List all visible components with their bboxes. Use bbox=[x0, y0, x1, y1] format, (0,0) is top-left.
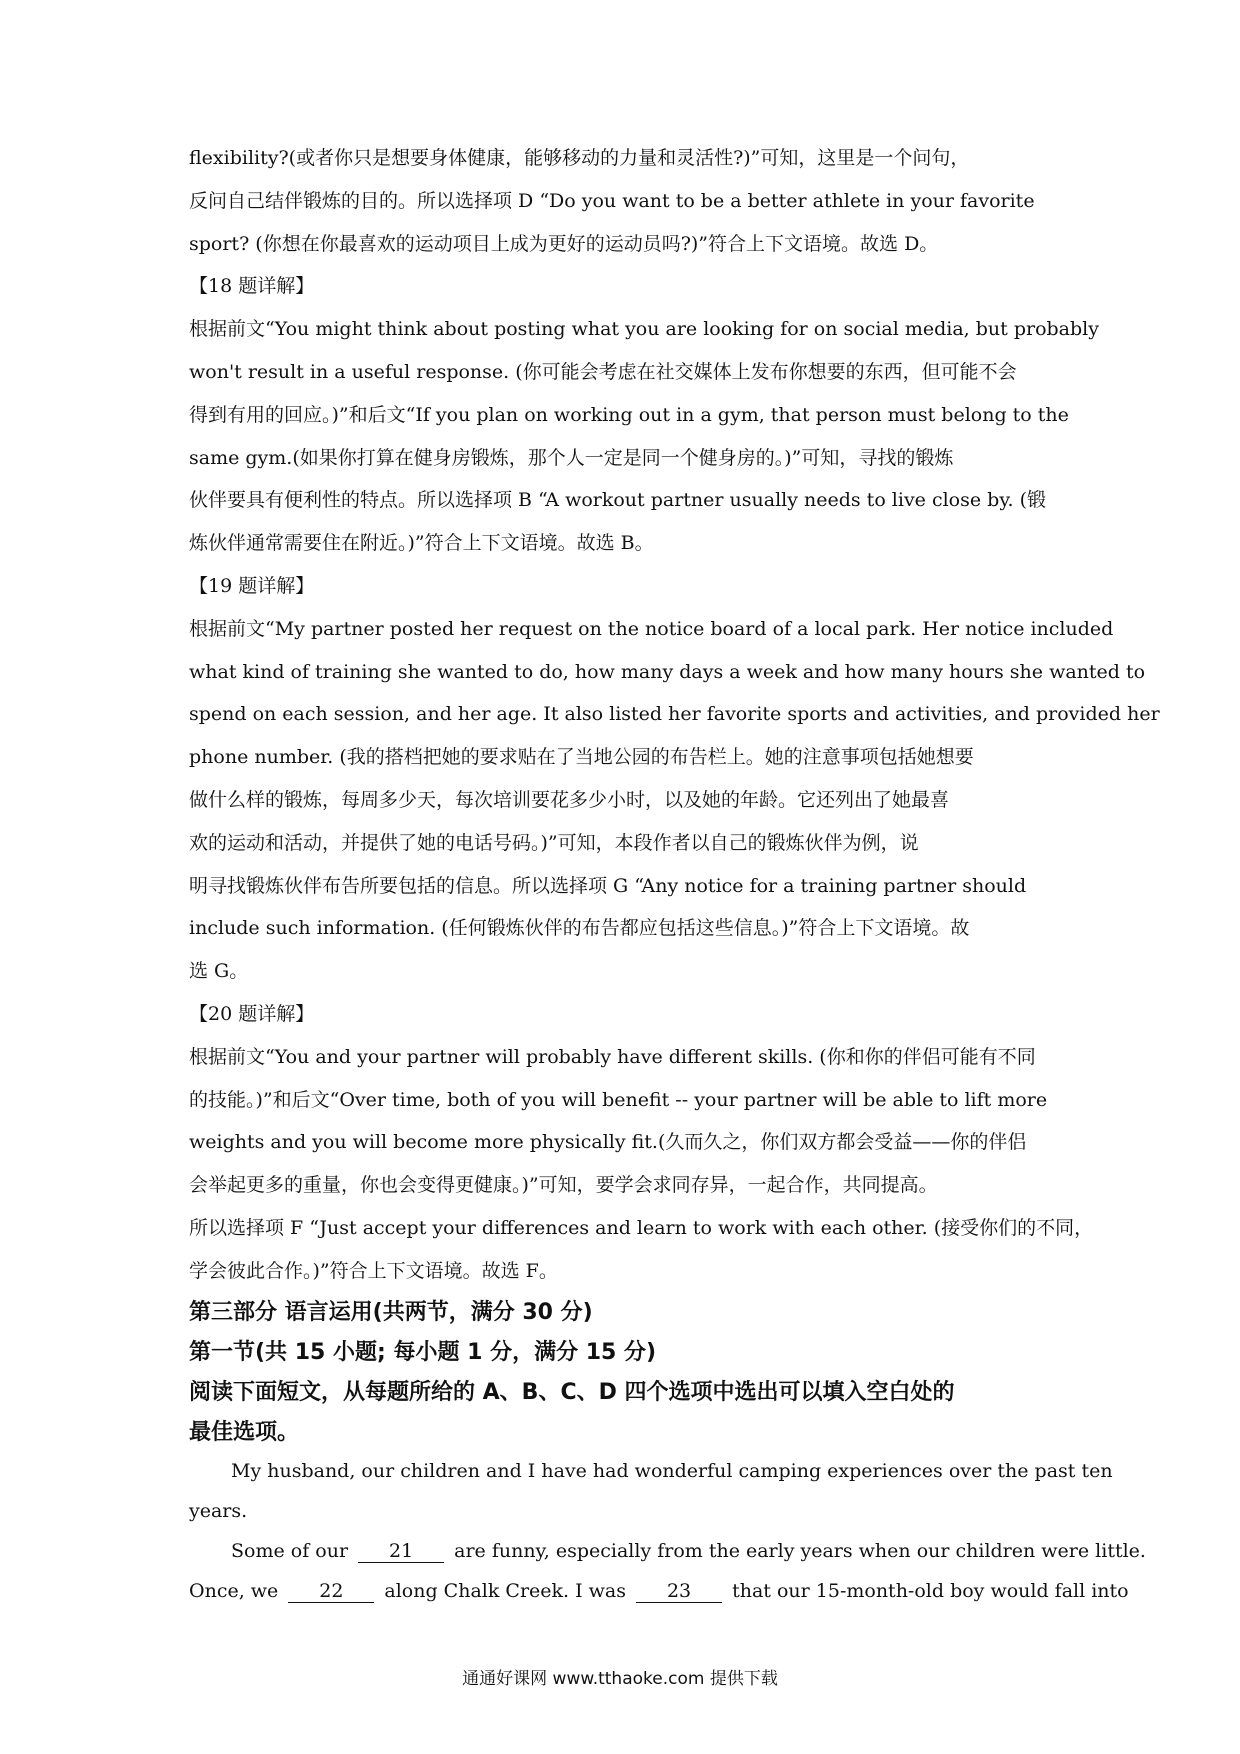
text-line: 反问自己结伴锻炼的目的。所以选择项 D “Do you want to be a better athlete in your favorite bbox=[189, 189, 1035, 212]
text-line: 学会彼此合作。)”符合上下文语境。故选 F。 bbox=[189, 1259, 558, 1282]
text-line: 根据前文“My partner posted her request on the notice board of a local park. Her notice included bbox=[189, 617, 1114, 640]
passage-text: that our 15-month-old boy would fall into bbox=[732, 1579, 1129, 1602]
text-line: same gym.(如果你打算在健身房锻炼，那个人一定是同一个健身房的。)”可知，寻找的锻炼 bbox=[189, 446, 954, 469]
text-line: flexibility?(或者你只是想要身体健康，能够移动的力量和灵活性?)”可知，这里是一个问句， bbox=[189, 147, 970, 169]
text-line: what kind of training she wanted to do, how many days a week and how many hours she wanted to bbox=[189, 660, 1146, 683]
instruction-line: 最佳选项。 bbox=[189, 1419, 300, 1445]
passage-line bbox=[189, 1538, 1146, 1578]
text-line: spend on each session, and her age. It also listed her favorite sports and activities, and provided her bbox=[189, 703, 1160, 726]
section-19 bbox=[189, 573, 1160, 1001]
section-heading: 【19 题详解】 bbox=[189, 574, 315, 597]
page-footer: 通通好课网 www.tthaoke.com 提供下载 bbox=[462, 1669, 778, 1689]
text-line: 所以选择项 F “Just accept your differences and learn to work with each other. (接受你们的不同， bbox=[189, 1216, 1094, 1239]
passage-line: years. bbox=[189, 1499, 248, 1522]
text-line: sport? (你想在你最喜欢的运动项目上成为更好的运动员吗?)”符合上下文语境。故选 D。 bbox=[189, 232, 939, 255]
part-title: 第三部分 语言运用(共两节，满分 30 分) bbox=[189, 1299, 593, 1325]
text-line: 欢的运动和活动，并提供了她的电话号码。)”可知，本段作者以自己的锻炼伙伴为例，说 bbox=[189, 831, 919, 854]
section-17-continued bbox=[189, 145, 1059, 273]
section-heading: 【18 题详解】 bbox=[189, 275, 315, 298]
passage-text: Some of our bbox=[231, 1539, 349, 1562]
section-18 bbox=[189, 273, 1099, 573]
section-heading: 【20 题详解】 bbox=[189, 1002, 315, 1025]
text-line: 会举起更多的重量，你也会变得更健康。)”可知，要学会求同存异，一起合作，共同提高。 bbox=[189, 1174, 938, 1197]
cloze-blank-21: 21 bbox=[358, 1540, 444, 1563]
passage-line bbox=[189, 1578, 1129, 1618]
passage-line: My husband, our children and I have had wonderful camping experiences over the past ten bbox=[231, 1459, 1113, 1482]
text-line: won't result in a useful response. (你可能会考虑在社交媒体上发布你想要的东西，但可能不会 bbox=[189, 360, 1017, 383]
document-page bbox=[189, 145, 1160, 1618]
text-line: 伙伴要具有便利性的特点。所以选择项 B “A workout partner usually needs to live close by. (锻 bbox=[189, 489, 1047, 512]
part-3-header bbox=[189, 1298, 1059, 1458]
text-line: 得到有用的回应。)”和后文“If you plan on working out in a gym, that person must belong to the bbox=[189, 403, 1069, 426]
text-line: phone number. (我的搭档把她的要求贴在了当地公园的布告栏上。她的注意事项包括她想要 bbox=[189, 746, 974, 769]
passage-text: are funny, especially from the early years when our children were little. bbox=[454, 1539, 1146, 1562]
passage-text: Once, we bbox=[189, 1579, 279, 1602]
text-line: 根据前文“You might think about posting what you are looking for on social media, but probably bbox=[189, 318, 1099, 341]
cloze-blank-23: 23 bbox=[636, 1580, 722, 1603]
text-line: 根据前文“You and your partner will probably have different skills. (你和你的伴侣可能有不同 bbox=[189, 1045, 1036, 1068]
text-line: 选 G。 bbox=[189, 960, 249, 983]
text-line: 炼伙伴通常需要住在附近。)”符合上下文语境。故选 B。 bbox=[189, 532, 654, 555]
cloze-blank-22: 22 bbox=[288, 1580, 374, 1603]
passage-text: along Chalk Creek. I was bbox=[384, 1579, 626, 1602]
text-line: weights and you will become more physically fit.(久而久之，你们双方都会受益——你的伴侣 bbox=[189, 1131, 1027, 1154]
section-subtitle: 第一节(共 15 小题; 每小题 1 分，满分 15 分) bbox=[189, 1339, 657, 1365]
instruction-line: 阅读下面短文，从每题所给的 A、B、C、D 四个选项中选出可以填入空白处的 bbox=[189, 1379, 955, 1405]
text-line: 的技能。)”和后文“Over time, both of you will benefit -- your partner will be able to lift more bbox=[189, 1088, 1048, 1111]
text-line: include such information. (任何锻炼伙伴的布告都应包括这些信息。)”符合上下文语境。故 bbox=[189, 917, 970, 940]
text-line: 做什么样的锻炼，每周多少天，每次培训要花多少小时，以及她的年龄。它还列出了她最喜 bbox=[189, 788, 950, 811]
section-20 bbox=[189, 1001, 1094, 1298]
text-line: 明寻找锻炼伙伴布告所要包括的信息。所以选择项 G “Any notice for a training partner should bbox=[189, 874, 1027, 897]
cloze-passage bbox=[189, 1458, 1146, 1618]
